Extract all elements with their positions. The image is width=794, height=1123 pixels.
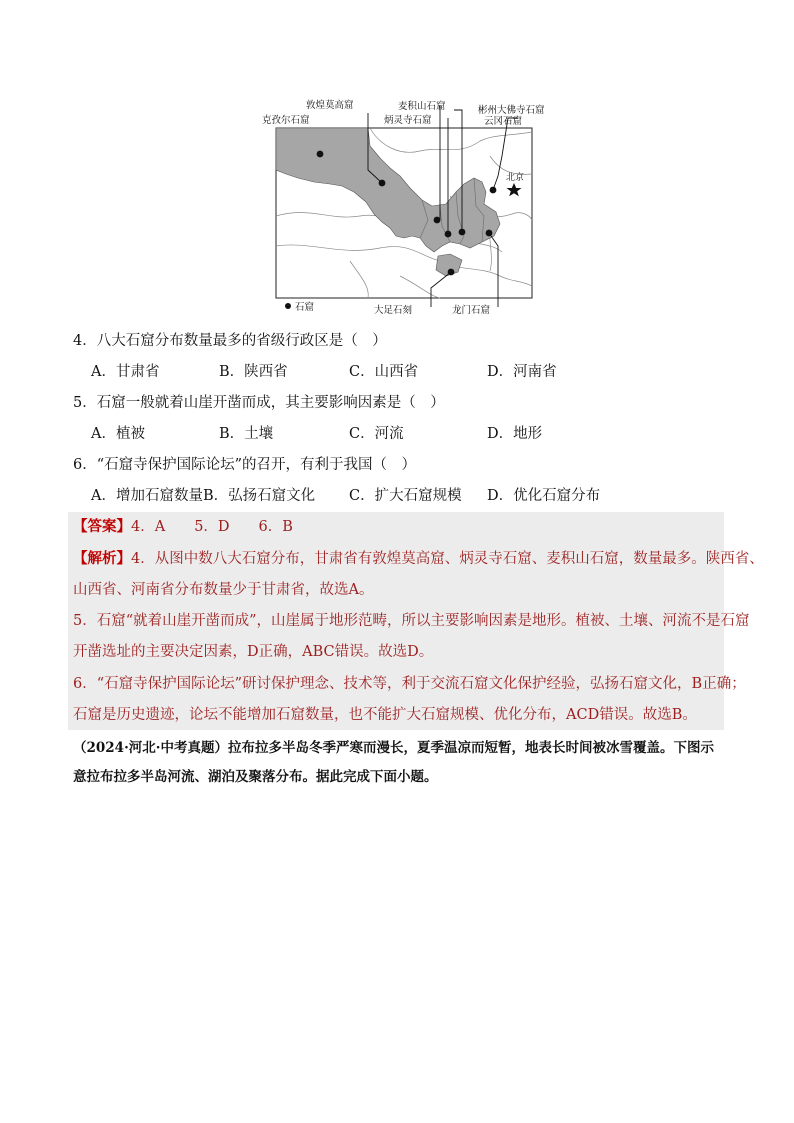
answer-line	[73, 517, 293, 537]
label-dazu: 大足石刻	[374, 305, 413, 316]
q5-option-d: D．地形	[487, 426, 543, 442]
q4-option-b: B．陕西省	[219, 364, 288, 380]
q5-option-a: A．植被	[91, 426, 145, 442]
analysis-line-5: 6．“石窟寺保护国际论坛”研讨保护理念、技术等，利于交流石窟文化保护经验，弘扬石窟文化，B正确；	[73, 676, 746, 692]
source-intro-line-1: （2024·河北·中考真题）拉布拉多半岛冬季严寒而漫长，夏季温凉而短暂，地表长时间被冰雪覆盖。下图示	[73, 740, 714, 756]
legend-label: 石窟	[295, 302, 315, 313]
q6-option-c: C．扩大石窟规模	[349, 488, 462, 504]
question-5-stem: 5．石窟一般就着山崖开凿而成，其主要影响因素是（ ）	[73, 395, 445, 411]
q4-option-a: A．甘肃省	[91, 364, 160, 380]
label-maijishan: 麦积山石窟	[398, 101, 446, 112]
legend-dot-icon	[285, 303, 291, 309]
analysis-line-4: 开凿选址的主要决定因素，D正确，ABC错误。故选D。	[73, 644, 434, 660]
grotto-distribution-map	[250, 96, 550, 318]
label-yungang: 云冈石窟	[484, 116, 523, 127]
answer-text: 4．A 5．D 6．B	[131, 519, 293, 535]
label-binzhou: 彬州大佛寺石窟	[478, 105, 545, 116]
label-kizil: 克孜尔石窟	[262, 115, 310, 126]
q6-option-b: B．弘扬石窟文化	[203, 488, 316, 504]
analysis-line-1	[73, 549, 764, 569]
label-binglingsi: 炳灵寺石窟	[384, 115, 432, 126]
label-dunhuang: 敦煌莫高窟	[306, 100, 354, 111]
q4-option-d: D．河南省	[487, 364, 557, 380]
analysis-text-1: 4．从图中数八大石窟分布，甘肃省有敦煌莫高窟、炳灵寺石窟、麦积山石窟，数量最多。陕西省、	[131, 551, 764, 567]
analysis-line-2: 山西省、河南省分布数量少于甘肃省，故选A。	[73, 582, 374, 598]
q6-option-a: A．增加石窟数量	[91, 488, 203, 504]
analysis-line-3: 5．石窟“就着山崖开凿而成”，山崖属于地形范畴，所以主要影响因素是地形。植被、土壤、河流不是石窟	[73, 613, 750, 629]
analysis-tag: 【解析】	[73, 550, 131, 567]
q6-option-d: D．优化石窟分布	[487, 488, 601, 504]
q5-option-b: B．土壤	[219, 426, 274, 442]
question-6-stem: 6．“石窟寺保护国际论坛”的召开，有利于我国（ ）	[73, 457, 417, 473]
kizil-dot	[317, 151, 324, 158]
label-longmen: 龙门石窟	[452, 305, 491, 316]
answer-tag: 【答案】	[73, 518, 131, 535]
question-4-stem: 4．八大石窟分布数量最多的省级行政区是（ ）	[73, 333, 387, 349]
analysis-line-6: 石窟是历史遗迹，论坛不能增加石窟数量，也不能扩大石窟规模、优化分布，ACD错误。故选B。	[73, 707, 697, 723]
q5-option-c: C．河流	[349, 426, 404, 442]
label-beijing: 北京	[506, 173, 525, 183]
source-intro-line-2: 意拉布拉多半岛河流、湖泊及聚落分布。据此完成下面小题。	[73, 769, 438, 785]
binglingsi-dot	[434, 217, 441, 224]
q4-option-c: C．山西省	[349, 364, 419, 380]
